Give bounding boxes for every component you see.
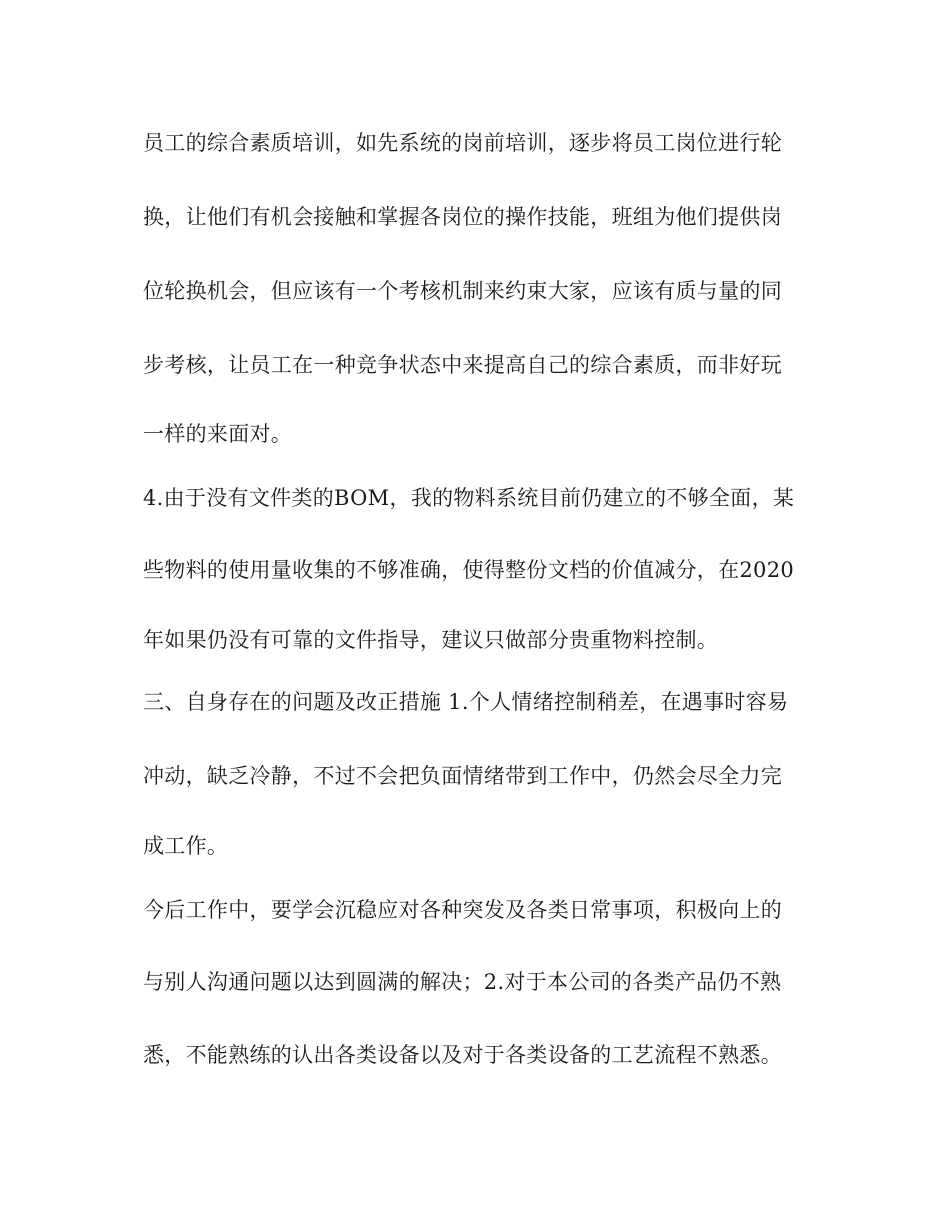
text-line: 成工作。 (143, 834, 229, 858)
text-line: 换，让他们有机会接触和掌握各岗位的操作技能，班组为他们提供岗 (143, 205, 782, 229)
text-line: 位轮换机会，但应该有一个考核机制来约束大家，应该有质与量的同 (143, 279, 782, 303)
text-line: 步考核，让员工在一种竞争状态中来提高自己的综合素质，而非好玩 (143, 353, 782, 377)
text-line: 悉，不能熟练的认出各类设备以及对于各类设备的工艺流程不熟悉。 (143, 1043, 782, 1067)
text-line: 今后工作中，要学会沉稳应对各种突发及各类日常事项，积极向上的 (143, 898, 782, 922)
text-line: 冲动，缺乏冷静，不过不会把负面情绪带到工作中，仍然会尽全力完 (143, 764, 782, 788)
text-line: 一样的来面对。 (143, 422, 293, 446)
text-line: 年如果仍没有可靠的文件指导，建议只做部分贵重物料控制。 (143, 628, 719, 652)
text-line: 与别人沟通问题以达到圆满的解决；2.对于本公司的各类产品仍不熟 (143, 970, 782, 994)
text-line: 些物料的使用量收集的不够准确，使得整份文档的价值减分，在2020 (143, 558, 795, 582)
text-line: 三、自身存在的问题及改正措施 1.个人情绪控制稍差，在遇事时容易 (143, 690, 789, 714)
text-line: 4.由于没有文件类的BOM，我的物料系统目前仍建立的不够全面，某 (143, 486, 795, 510)
text-line: 员工的综合素质培训，如先系统的岗前培训，逐步将员工岗位进行轮 (143, 131, 782, 155)
